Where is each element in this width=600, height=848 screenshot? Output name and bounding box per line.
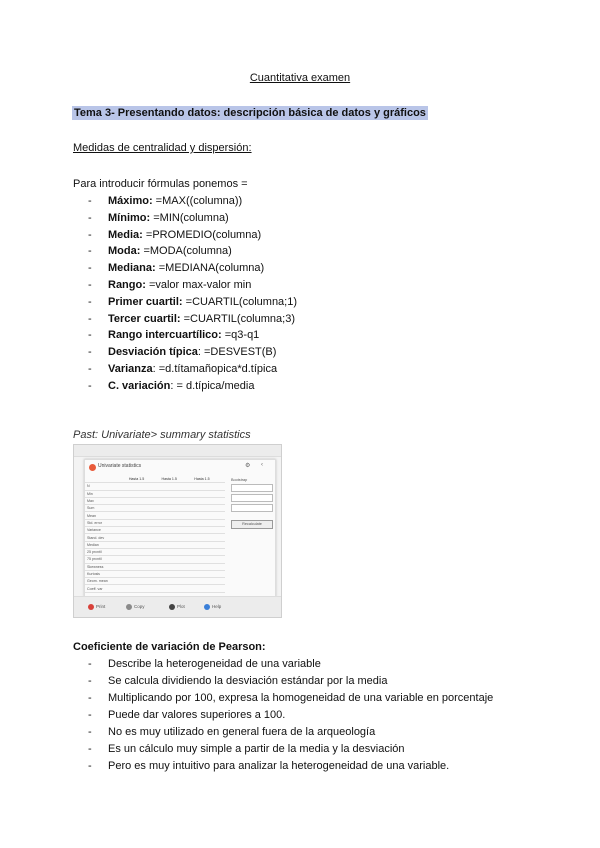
- app-icon: [89, 464, 96, 471]
- table-row: [85, 527, 225, 534]
- list-item: - Mediana: =MEDIANA(columna): [88, 262, 265, 275]
- table-cell: [192, 505, 225, 512]
- table-cell: [127, 585, 160, 592]
- list-item: - Desviación típica: =DESVEST(B): [88, 346, 277, 359]
- table-cell: Min: [85, 490, 127, 497]
- intro-text: Para introducir fórmulas ponemos =: [73, 178, 248, 190]
- coefficient-heading: Coeficiente de variación de Pearson:: [73, 641, 266, 653]
- table-cell: [192, 497, 225, 504]
- table-cell: Median: [85, 541, 127, 548]
- table-cell: Hasta 1.5: [127, 476, 160, 483]
- subsection-heading: Medidas de centralidad y dispersión:: [73, 142, 252, 154]
- table-cell: [127, 578, 160, 585]
- table-cell: [160, 556, 193, 563]
- panel-title: Univariate statistics: [89, 463, 141, 469]
- copy-button[interactable]: Copy: [126, 604, 145, 610]
- print-button[interactable]: Print: [88, 604, 105, 610]
- table-cell: [127, 512, 160, 519]
- table-cell: [160, 563, 193, 570]
- table-cell: [127, 548, 160, 555]
- table-cell: [192, 563, 225, 570]
- table-cell: [192, 556, 225, 563]
- table-row: [85, 476, 225, 483]
- table-cell: [127, 563, 160, 570]
- list-item: - Multiplicando por 100, expresa la homogeneidad de una variable en porcentaje: [88, 692, 494, 704]
- menu-bar: [74, 445, 281, 457]
- table-cell: [160, 505, 193, 512]
- table-cell: N: [85, 483, 127, 490]
- table-row: [85, 563, 225, 570]
- table-cell: [192, 578, 225, 585]
- stats-table: [85, 476, 225, 593]
- table-cell: [160, 585, 193, 592]
- coefficient-list: [88, 656, 493, 775]
- table-cell: [127, 527, 160, 534]
- table-cell: [192, 570, 225, 577]
- option-box[interactable]: [231, 504, 273, 512]
- table-row: [85, 585, 225, 592]
- close-icon[interactable]: ‹: [261, 462, 263, 468]
- table-cell: Skewness: [85, 563, 127, 570]
- list-item: - Describe la heterogeneidad de una variable: [88, 658, 321, 670]
- list-item: - No es muy utilizado en general fuera de la arqueología: [88, 726, 376, 738]
- list-item: - Primer cuartil: =CUARTIL(columna;1): [88, 295, 298, 308]
- table-cell: [160, 578, 193, 585]
- table-cell: [127, 505, 160, 512]
- table-row: [85, 548, 225, 555]
- section-heading: Tema 3- Presentando datos: descripción básica de datos y gráficos: [74, 107, 426, 119]
- past-caption: Past: Univariate> summary statistics: [73, 429, 251, 441]
- table-row: [85, 578, 225, 585]
- table-cell: [192, 527, 225, 534]
- table-row: [85, 483, 225, 490]
- table-cell: [160, 483, 193, 490]
- table-cell: Std. error: [85, 519, 127, 526]
- table-cell: [127, 490, 160, 497]
- table-row: [85, 505, 225, 512]
- table-cell: [192, 519, 225, 526]
- table-cell: Geom. mean: [85, 578, 127, 585]
- table-cell: [85, 476, 127, 483]
- list-item: - Pero es muy intuitivo para analizar la heterogeneidad de una variable.: [88, 760, 450, 772]
- plot-icon: [169, 604, 175, 610]
- table-cell: [192, 541, 225, 548]
- table-cell: [160, 548, 193, 555]
- document-title: Cuantitativa examen: [249, 72, 351, 84]
- formula-list: [88, 193, 297, 395]
- option-box[interactable]: [231, 494, 273, 502]
- list-item: - Moda: =MODA(columna): [88, 245, 232, 258]
- table-cell: 25 prcntil: [85, 548, 127, 555]
- table-cell: [127, 497, 160, 504]
- table-cell: [160, 541, 193, 548]
- table-cell: [127, 483, 160, 490]
- table-row: [85, 497, 225, 504]
- list-item: - Varianza: =d.títamañopica*d.típica: [88, 362, 278, 375]
- table-cell: [160, 490, 193, 497]
- table-cell: [192, 548, 225, 555]
- statistics-panel: [84, 459, 276, 597]
- options-sidebar: [231, 478, 273, 529]
- table-cell: Coeff. var: [85, 585, 127, 592]
- copy-icon: [126, 604, 132, 610]
- table-cell: [192, 534, 225, 541]
- table-cell: [160, 534, 193, 541]
- table-cell: Sum: [85, 505, 127, 512]
- help-icon: [204, 604, 210, 610]
- bottom-toolbar: [74, 596, 281, 617]
- gear-icon[interactable]: ⚙: [245, 463, 251, 469]
- recalculate-button[interactable]: Recalculate: [231, 520, 273, 529]
- table-cell: [192, 585, 225, 592]
- table-row: [85, 534, 225, 541]
- table-cell: Stand. dev: [85, 534, 127, 541]
- table-cell: [160, 527, 193, 534]
- past-screenshot: [73, 444, 282, 618]
- table-cell: Mean: [85, 512, 127, 519]
- table-cell: [192, 512, 225, 519]
- plot-button[interactable]: Plot: [169, 604, 185, 610]
- table-row: [85, 490, 225, 497]
- list-item: - Mínimo: =MIN(columna): [88, 211, 229, 224]
- list-item: - Es un cálculo muy simple a partir de la media y la desviación: [88, 743, 405, 755]
- table-row: [85, 541, 225, 548]
- help-button[interactable]: Help: [204, 604, 221, 610]
- table-row: [85, 519, 225, 526]
- list-item: - Tercer cuartil: =CUARTIL(columna;3): [88, 312, 295, 325]
- list-item: - Rango: =valor max-valor min: [88, 278, 252, 291]
- table-cell: [127, 541, 160, 548]
- table-cell: [160, 519, 193, 526]
- table-cell: [127, 519, 160, 526]
- list-item: - Puede dar valores superiores a 100.: [88, 709, 286, 721]
- table-cell: Kurtosis: [85, 570, 127, 577]
- table-cell: Max: [85, 497, 127, 504]
- table-cell: 75 prcntil: [85, 556, 127, 563]
- list-item: - Máximo: =MAX((columna)): [88, 195, 243, 207]
- list-item: - C. variación: = d.típica/media: [88, 379, 255, 392]
- option-box[interactable]: [231, 484, 273, 492]
- table-cell: [127, 556, 160, 563]
- table-cell: [127, 534, 160, 541]
- list-item: - Rango intercuartílico: =q3-q1: [88, 329, 260, 342]
- table-cell: Variance: [85, 527, 127, 534]
- table-cell: Hasta 1.5: [192, 476, 225, 483]
- table-cell: [160, 570, 193, 577]
- bootstrap-label: Bootstrap: [231, 478, 248, 482]
- table-row: [85, 570, 225, 577]
- table-row: [85, 556, 225, 563]
- table-cell: [160, 512, 193, 519]
- table-cell: [127, 570, 160, 577]
- table-cell: [160, 497, 193, 504]
- table-cell: [192, 490, 225, 497]
- table-cell: Hasta 1.5: [160, 476, 193, 483]
- list-item: - Media: =PROMEDIO(columna): [88, 228, 262, 241]
- table-cell: [192, 483, 225, 490]
- print-icon: [88, 604, 94, 610]
- list-item: - Se calcula dividiendo la desviación estándar por la media: [88, 675, 388, 687]
- table-row: [85, 512, 225, 519]
